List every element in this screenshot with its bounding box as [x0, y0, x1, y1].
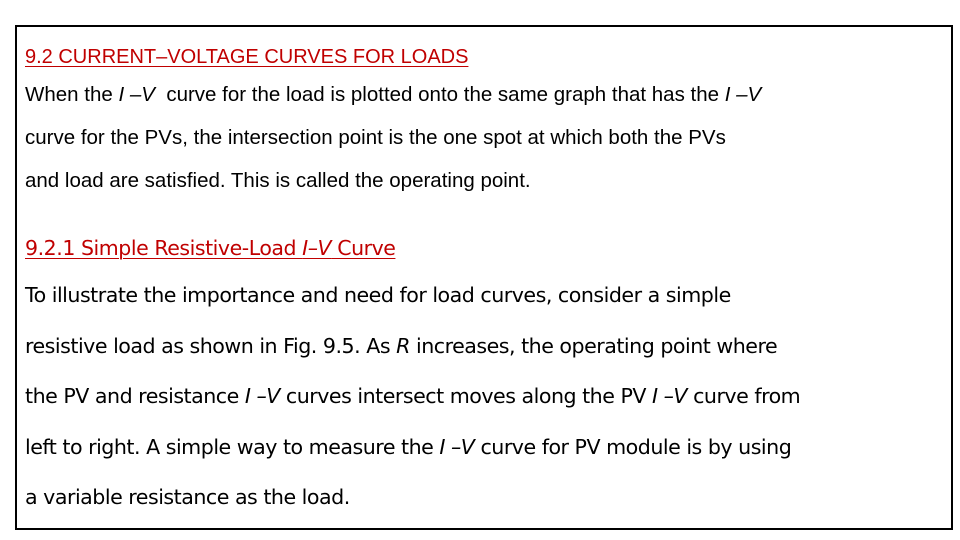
text-run: curves intersect moves along the PV: [279, 384, 653, 408]
paragraph-1-line-1: [25, 73, 947, 116]
paragraph-2-line-4: [25, 422, 947, 473]
paragraph-resistive-load: [25, 270, 947, 523]
paragraph-2-line-5: a variable resistance as the load.: [25, 485, 350, 509]
italic-iv: I –V: [118, 83, 155, 106]
paragraph-1-line-2: curve for the PVs, the intersection point is the one spot at which both the PVs: [25, 126, 726, 149]
text-run: curve for PV module is by using: [474, 434, 792, 459]
paragraph-2-line-2: [25, 321, 947, 372]
text-run: Curve: [331, 236, 396, 260]
paragraph-2-line-3: [25, 371, 947, 422]
text-run: curve for the load is plotted onto the same graph that has the: [154, 83, 725, 106]
subsection-heading: [25, 232, 947, 264]
italic-iv: I –V: [724, 83, 762, 106]
italic-iv: I–V: [302, 236, 332, 260]
paragraph-2-line-1: To illustrate the importance and need for load curves, consider a simple: [25, 283, 731, 307]
text-run: resistive load as shown in Fig. 9.5. As: [25, 333, 397, 358]
text-run: 9.2.1 Simple Resistive-Load: [25, 236, 303, 260]
italic-iv: I –V: [439, 434, 475, 459]
text-run: curve from: [687, 384, 801, 408]
text-run: the PV and resistance: [25, 384, 245, 408]
paragraph-operating-point: [25, 73, 947, 202]
content-body: [25, 41, 947, 523]
content-frame: [15, 25, 953, 530]
italic-iv: I –V: [652, 384, 688, 408]
italic-iv: I –V: [244, 384, 280, 408]
text-run: When the: [25, 83, 119, 106]
paragraph-1-line-3: and load are satisfied. This is called the operating point.: [25, 169, 531, 192]
text-run: increases, the operating point where: [409, 333, 778, 358]
section-heading: 9.2 CURRENT–VOLTAGE CURVES FOR LOADS: [25, 46, 469, 68]
text-run: left to right. A simple way to measure the: [25, 434, 440, 459]
italic-r: R: [396, 333, 410, 358]
